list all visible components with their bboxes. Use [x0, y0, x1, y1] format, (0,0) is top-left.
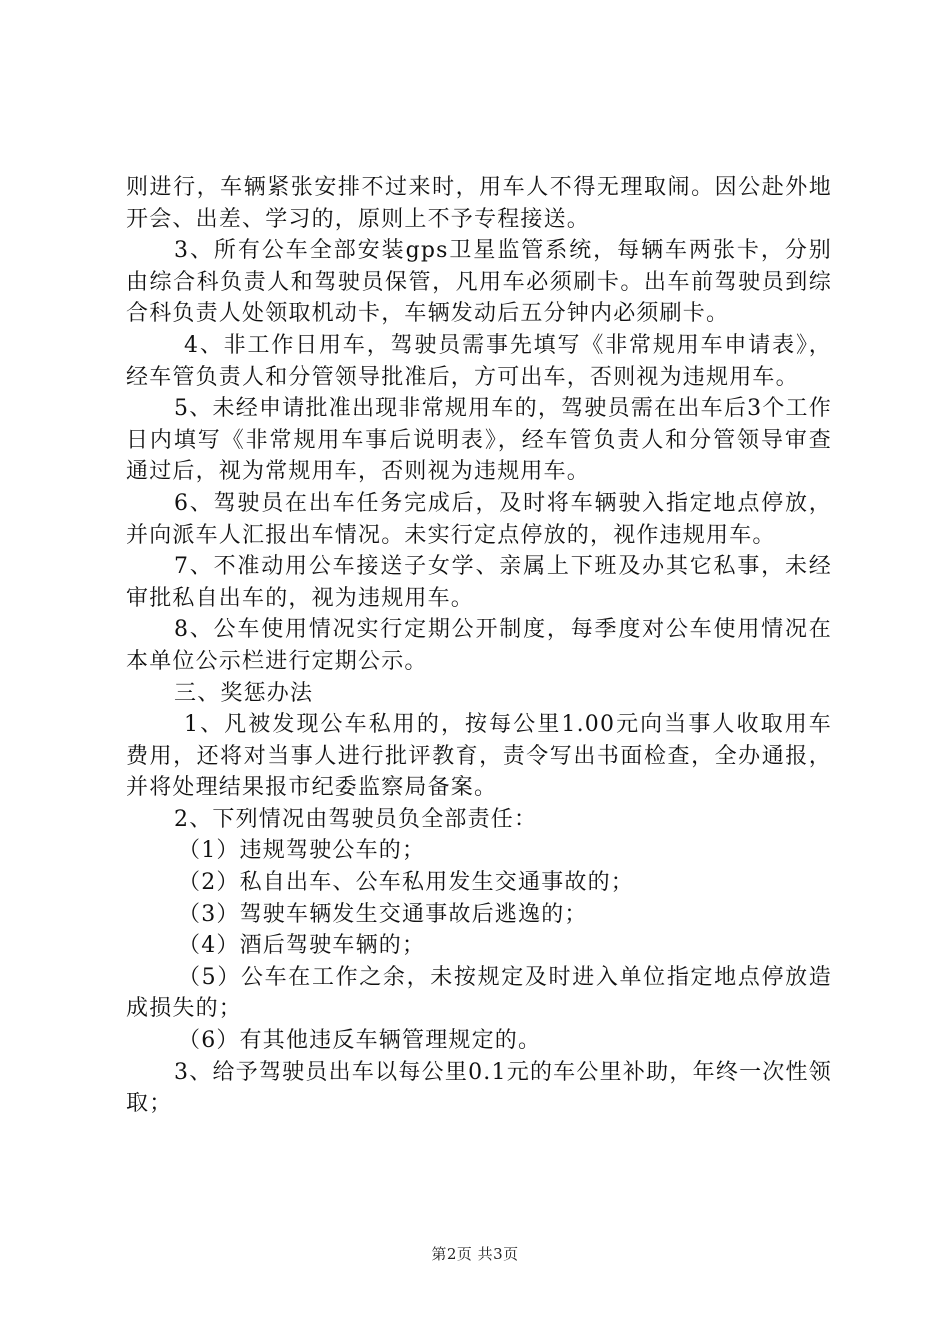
- paragraph-rule-7: 7、不准动用公车接送子女学、亲属上下班及办其它私事，未经审批私自出车的，视为违规用车。: [126, 554, 832, 611]
- paragraph-rule-8: 8、公车使用情况实行定期公开制度，每季度对公车使用情况在本单位公示栏进行定期公示。: [126, 617, 832, 674]
- page-number-footer: 第2页 共3页: [431, 1245, 519, 1263]
- paragraph-rule-4: 4、非工作日用车，驾驶员需事先填写《非常规用车申请表》，经车管负责人和分管领导批准后，方可出车，否则视为违规用车。: [126, 332, 832, 390]
- paragraph-rule-5: 5、未经申请批准出现非常规用车的，驾驶员需在出车后3个工作日内填写《非常规用车事后说明表》，经车管负责人和分管领导审查通过后，视为常规用车，否则视为违规用车。: [126, 396, 832, 485]
- document-body: [126, 172, 832, 1120]
- paragraph-continuation: 则进行，车辆紧张安排不过来时，用车人不得无理取闹。因公赴外地开会、出差、学习的，原则上不予专程接送。: [126, 175, 832, 232]
- list-item-4: （4）酒后驾驶车辆的；: [178, 933, 426, 959]
- list-item-1: （1）违规驾驶公车的；: [178, 838, 426, 864]
- paragraph-penalty-2: 2、下列情况由驾驶员负全部责任：: [174, 806, 538, 832]
- paragraph-rule-3: 3、所有公车全部安装gps卫星监管系统，每辆车两张卡，分别由综合科负责人和驾驶员保管，凡用车必须刷卡。出车前驾驶员到综合科负责人处领取机动卡，车辆发动后五分钟内必须刷卡。: [126, 238, 832, 327]
- list-item-6: （6）有其他违反车辆管理规定的。: [178, 1028, 542, 1054]
- list-item-2: （2）私自出车、公车私用发生交通事故的；: [178, 870, 634, 896]
- paragraph-penalty-1: 1、凡被发现公车私用的，按每公里1.00元向当事人收取用车费用，还将对当事人进行批评教育，责令写出书面检查，全办通报，并将处理结果报市纪委监察局备案。: [126, 712, 832, 801]
- paragraph-rule-6: 6、驾驶员在出车任务完成后，及时将车辆驶入指定地点停放，并向派车人汇报出车情况。未实行定点停放的，视作违规用车。: [126, 490, 832, 548]
- list-item-3: （3）驾驶车辆发生交通事故后逃逸的；: [178, 901, 588, 927]
- section-heading-rewards-penalties: 三、奖惩办法: [174, 680, 314, 706]
- list-item-5: （5）公车在工作之余，未按规定及时进入单位指定地点停放造成损失的；: [126, 964, 832, 1022]
- paragraph-reward-3: 3、给予驾驶员出车以每公里0.1元的车公里补助，年终一次性领取；: [126, 1059, 832, 1117]
